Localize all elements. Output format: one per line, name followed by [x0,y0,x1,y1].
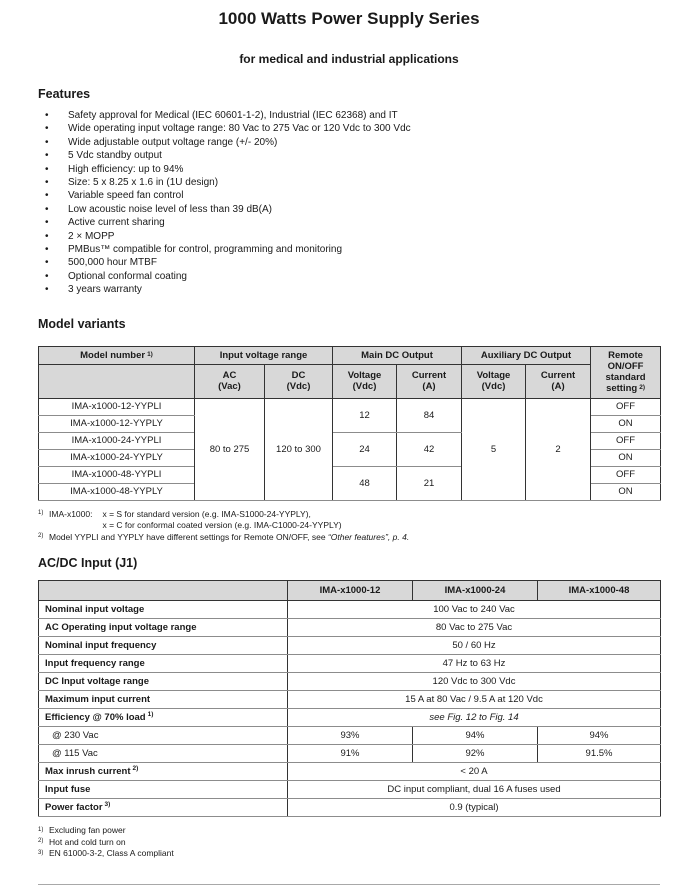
footnote-text-plain: Model YYPLI and YYPLY have different settings for Remote ON/OFF, see [49,531,328,542]
spec-label-cell [39,799,288,817]
spec-label-cell: Nominal input frequency [39,637,288,655]
spec-value-cell: 47 Hz to 63 Hz [288,655,661,673]
feature-item: • Active current sharing [38,216,660,229]
spec-value-cell: 15 A at 80 Vac / 9.5 A at 120 Vdc [288,691,661,709]
footnote-text: EN 61000-3-2, Class A compliant [49,848,174,859]
col-header-main-voltage [333,364,397,398]
feature-item: • Wide adjustable output voltage range (+/- 20%) [38,136,660,149]
spec-label-cell: DC Input voltage range [39,673,288,691]
header-row-2 [39,364,661,398]
footnote-text [49,532,409,544]
col-header-model-number [39,346,195,364]
col-header-input-voltage-range [195,346,333,364]
page-subtitle: for medical and industrial applications [239,52,459,66]
spec-value-cell: 91% [288,745,413,763]
footnote-marker: 3) [104,801,111,809]
acdc-footnote-3 [38,848,660,860]
spec-row [39,655,661,673]
col-header-label: Main DC Output [361,349,433,361]
col-header-label: Model number [80,349,146,361]
spec-row [39,637,661,655]
spec-label-cell [39,763,288,781]
feature-item: • PMBus™ compatible for control, programming and monitoring [38,243,660,256]
output-voltage-cell: 24 [333,432,397,466]
spec-value-cell: 100 Vac to 240 Vac [288,601,661,619]
output-voltage-cell: 48 [333,466,397,500]
spec-label-cell: Input frequency range [39,655,288,673]
feature-item: • Low acoustic noise level of less than 39 dB(A) [38,203,660,216]
feature-item: • 2 × MOPP [38,230,660,243]
col-header-label: Voltage [347,370,382,382]
col-header-label: Input voltage range [219,349,308,361]
footnote-line: x = C for conformal coated version (e.g. IMA-C1000-24-YYPLY) [102,520,342,531]
spec-value-cell: 50 / 60 Hz [288,637,661,655]
spec-value-cell: see Fig. 12 to Fig. 14 [288,709,661,727]
model-variants-footnote-1 [38,509,660,532]
col-header-unit: (Vac) [218,381,241,393]
footnote-marker: 2) [132,765,139,773]
remote-setting-cell: OFF [591,432,661,449]
feature-item: • Optional conformal coating [38,270,660,283]
footnote-marker: 1) [38,510,44,517]
header-row [39,581,661,601]
spec-label-cell: Maximum input current [39,691,288,709]
model-variants-footnotes [38,509,660,544]
spec-value-cell: 0.9 (typical) [288,799,661,817]
spec-row [39,673,661,691]
ac-range-cell: 80 to 275 [195,398,265,500]
output-current-cell: 42 [397,432,462,466]
col-header-unit: (Vdc) [481,381,506,393]
output-current-cell: 21 [397,466,462,500]
model-number-cell: IMA-x1000-24-YYPLI [39,432,195,449]
model-number-cell: IMA-x1000-48-YYPLI [39,466,195,483]
footnote-text-italic: “Other features”, p. 4. [327,531,410,542]
page-title: 1000 Watts Power Supply Series [218,9,480,28]
col-header-label: DC [291,370,306,382]
spec-value-cell: 120 Vdc to 300 Vdc [288,673,661,691]
col-header-label: Remote ON/OFF standard setting [605,350,646,395]
col-header-aux-current [526,364,591,398]
model-variants-footnote-2 [38,532,660,544]
col-header-model: IMA-x1000-48 [538,581,661,601]
feature-item: • 3 years warranty [38,283,660,296]
model-number-cell: IMA-x1000-12-YYPLY [39,415,195,432]
spec-label-cell: @ 115 Vac [39,745,288,763]
footnote-text: Hot and cold turn on [49,836,126,847]
dc-range-cell: 120 to 300 [265,398,333,500]
acdc-footnotes [38,825,660,860]
col-header-label: Auxiliary DC Output [480,349,572,361]
acdc-input-table [38,580,661,817]
col-header-label: Current [411,370,447,382]
acdc-footnote-1 [38,825,660,837]
footnote-text: Excluding fan power [49,825,126,836]
footnote-marker: 2) [38,533,44,540]
feature-item: • 500,000 hour MTBF [38,256,660,269]
spec-value-cell: 80 Vac to 275 Vac [288,619,661,637]
col-header-unit: (Vdc) [352,381,377,393]
model-number-cell: IMA-x1000-12-YYPLI [39,398,195,415]
spec-row [39,781,661,799]
model-number-cell: IMA-x1000-48-YYPLY [39,483,195,500]
col-header-unit: (A) [422,381,436,393]
spec-label: Efficiency @ 70% load [45,712,146,724]
spec-value-cell: 94% [413,727,538,745]
spec-value-cell: DC input compliant, dual 16 A fuses used [288,781,661,799]
spec-row [39,727,661,745]
col-header-label: Voltage [476,370,511,382]
feature-item: • 5 Vdc standby output [38,149,660,162]
spec-label-cell: Nominal input voltage [39,601,288,619]
spec-row [39,709,661,727]
spec-label-cell: AC Operating input voltage range [39,619,288,637]
spec-label: Max inrush current [45,766,131,778]
spec-row [39,619,661,637]
col-header-blank [39,364,195,398]
header-row-1 [39,346,661,364]
acdc-footnote-2 [38,837,660,849]
page-bottom-rule [38,884,660,885]
feature-item: • High efficiency: up to 94% [38,163,660,176]
col-header-label: Current [540,370,576,382]
feature-item: • Safety approval for Medical (IEC 60601-1-2), Industrial (IEC 62368) and IT [38,109,660,122]
col-header-unit: (A) [551,381,565,393]
col-header-label: AC [222,370,237,382]
spec-row [39,763,661,781]
spec-value-cell: 92% [413,745,538,763]
aux-voltage-cell: 5 [462,398,526,500]
spec-row [39,601,661,619]
feature-item: • Size: 5 x 8.25 x 1.6 in (1U design) [38,176,660,189]
remote-setting-cell: ON [591,415,661,432]
spec-label: Power factor [45,802,103,814]
footnote-marker: 3) [38,849,44,856]
feature-item: • Variable speed fan control [38,189,660,202]
features-heading: Features [38,87,91,101]
col-header-dc-vdc [265,364,333,398]
col-header-unit: (Vdc) [286,381,311,393]
col-header-main-current [397,364,462,398]
spec-label-cell [39,709,288,727]
footnote-line: x = S for standard version (e.g. IMA-S1000-24-YYPLY), [102,508,311,519]
col-header-main-dc-output [333,346,462,364]
spec-value-cell: 94% [538,727,661,745]
footnote-marker: 2) [38,838,44,845]
col-header-model: IMA-x1000-12 [288,581,413,601]
model-number-cell: IMA-x1000-24-YYPLY [39,449,195,466]
col-header-blank [39,581,288,601]
spec-value-cell: 93% [288,727,413,745]
footnote-label: IMA-x1000: [49,508,93,519]
spec-row [39,799,661,817]
col-header-remote-setting [591,346,661,398]
footnote-marker: 1) [147,350,153,358]
col-header-aux-dc-output [462,346,591,364]
output-voltage-cell: 12 [333,398,397,432]
feature-item: • Wide operating input voltage range: 80 Vac to 275 Vac or 120 Vdc to 300 Vdc [38,122,660,135]
col-header-ac-vac [195,364,265,398]
acdc-input-heading: AC/DC Input (J1) [38,556,138,571]
spec-value-cell: < 20 A [288,763,661,781]
output-current-cell: 84 [397,398,462,432]
footnote-lines [102,509,341,532]
footnote-marker: 1) [38,826,44,833]
remote-setting-cell: ON [591,483,661,500]
col-header-model: IMA-x1000-24 [413,581,538,601]
features-list [38,109,660,297]
spec-value-cell: 91.5% [538,745,661,763]
col-header-aux-voltage [462,364,526,398]
remote-setting-cell: OFF [591,398,661,415]
remote-setting-cell: ON [591,449,661,466]
footnote-marker: 1) [147,711,154,719]
model-variants-heading: Model variants [38,316,126,331]
remote-setting-cell: OFF [591,466,661,483]
footnote-marker: 2) [639,384,645,392]
spec-label-cell: Input fuse [39,781,288,799]
spec-label-cell: @ 230 Vac [39,727,288,745]
model-variants-table [38,346,661,501]
table-row [39,398,661,415]
spec-row [39,691,661,709]
aux-current-cell: 2 [526,398,591,500]
spec-row [39,745,661,763]
